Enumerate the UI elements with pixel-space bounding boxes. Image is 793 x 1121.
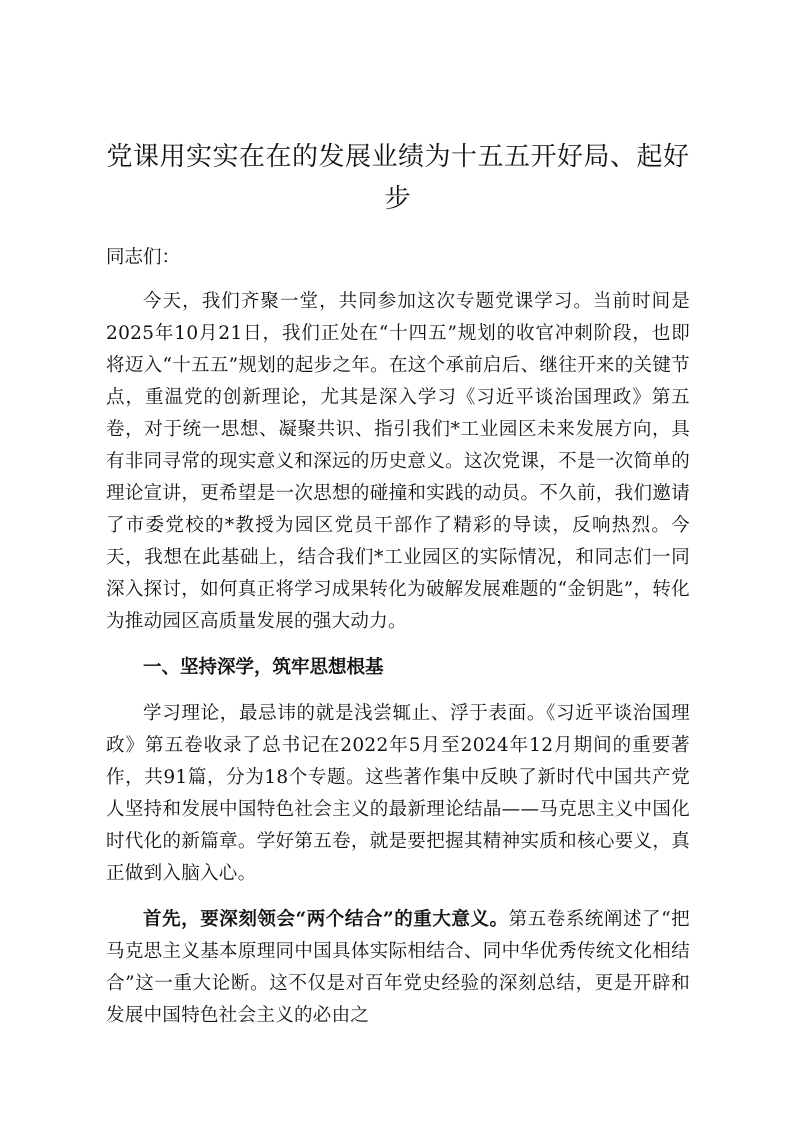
document-title: 党课用实实在在的发展业绩为十五五开好局、起好步 (106, 142, 690, 214)
paragraph-intro: 今天，我们齐聚一堂，共同参加这次专题党课学习。当前时间是2025年10月21日，我们正处在“十四五”规划的收官冲刺阶段，也即将迈入“十五五”规划的起步之年。在这个承前启后、继往开来的关键节点，重温党的创新理论，尤其是深入学习《习近平谈治国理政》第五卷，对于统一思想、凝聚共识、指引我们*工业园区未来发展方向，具有非同寻常的现实意义和深远的历史意义。这次党课，不是一次简单的理论宣讲，更希望是一次思想的碰撞和实践的动员。不久前，我们邀请了市委党校的*教授为园区党员干部作了精彩的导读，反响热烈。今天，我想在此基础上，结合我们*工业园区的实际情况，和同志们一同深入探讨，如何真正将学习成果转化为破解发展难题的“金钥匙”，转化为推动园区高质量发展的强大动力。 (106, 291, 690, 632)
paragraph-study: 学习理论，最忌讳的就是浅尝辄止、浮于表面。《习近平谈治国理政》第五卷收录了总书记在2022年5月至2024年12月期间的重要著作，共91篇，分为18个专题。这些著作集中反映了新时代中国共产党人坚持和发展中国特色社会主义的最新理论结晶——马克思主义中国化时代化的新篇章。学好第五卷，就是要把握其精神实质和核心要义，真正做到入脑入心。 (106, 703, 690, 884)
paragraph-two-combinations (106, 904, 690, 1032)
document-page (106, 136, 690, 1046)
paragraph-lead-bold: 首先，要深刻领会“两个结合”的重大意义。 (143, 909, 509, 930)
section-heading-1: 一、坚持深学，筑牢思想根基 (143, 657, 384, 678)
paragraph-body: 第五卷系统阐述了“把马克思主义基本原理同中国具体实际相结合、同中华优秀传统文化相结合”这一重大论断。这不仅是对百年党史经验的深刻总结，更是开辟和发展中国特色社会主义的必由之 (106, 909, 690, 1026)
greeting: 同志们： (106, 247, 181, 268)
